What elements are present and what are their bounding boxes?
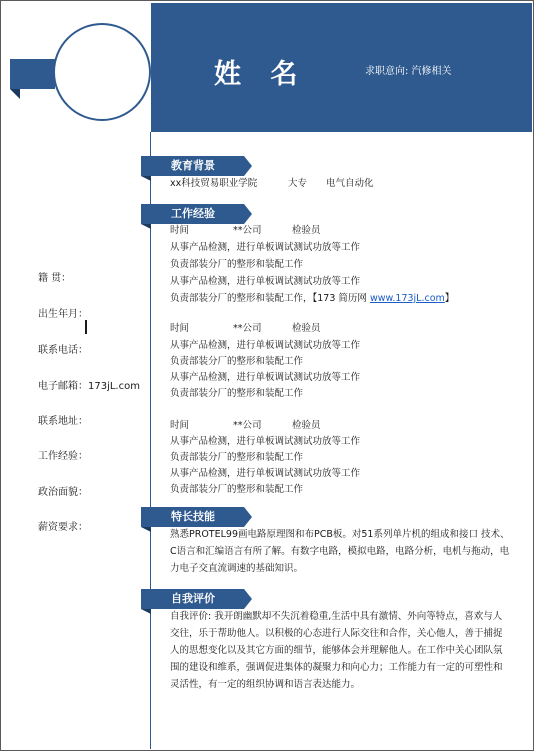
job-line: 从事产品检测，进行单板调试测试功放等工作 — [170, 276, 361, 287]
info-birth: 出生年月： — [38, 309, 88, 320]
job-line: 负责部装分厂的整形和装配工作， — [170, 293, 313, 304]
job-line: 从事产品检测，进行单板调试测试功放等工作 — [170, 340, 361, 351]
job-time: 时间 — [170, 420, 190, 431]
job-header-2 — [170, 320, 321, 337]
job-line: 从事产品检测，进行单板调试测试功放等工作 — [170, 372, 361, 383]
job-line: 从事产品检测，进行单板调试测试功放等工作 — [170, 242, 361, 253]
education-row — [170, 175, 374, 192]
photo-placeholder[interactable] — [53, 23, 151, 121]
job-line: 负责部装分厂的整形和装配工作 — [170, 388, 304, 399]
job-line-with-link — [170, 290, 454, 307]
website-link[interactable]: www.173jL.com — [369, 293, 445, 304]
education-degree: 大专 — [288, 178, 308, 189]
job-role: 检验员 — [292, 323, 321, 334]
section-evaluation-title: 自我评价 — [141, 589, 244, 609]
job-company: **公司 — [233, 323, 262, 334]
evaluation-text: 自我评价: 我开朗幽默却不失沉着稳重,生活中具有激情、外向等特点，喜欢与人交往，乐于帮助他人。以积极的心态进行人际交往和合作，关心他人，善于捕捉人的思想变化以及其它方面的细节，能够体会并理解他人。在工作中关心团队氛围的建设和维系，强调促进集体的凝聚力和向心力；工作能力有一定的可塑性和灵活性，有一定的组织协调和语言表达能力。 — [170, 611, 503, 690]
info-address: 联系地址： — [38, 416, 88, 427]
candidate-name: 姓 名 — [214, 59, 308, 90]
section-education-title: 教育背景 — [141, 156, 244, 176]
job-company: **公司 — [233, 225, 262, 236]
text-cursor — [85, 320, 87, 334]
section-skills-title: 特长技能 — [141, 507, 244, 527]
education-school: xx科技贸易职业学院 — [170, 178, 258, 189]
job-company: **公司 — [233, 420, 262, 431]
job-line: 负责部装分厂的整形和装配工作 — [170, 452, 304, 463]
job-role: 检验员 — [292, 420, 321, 431]
left-ribbon — [10, 59, 55, 89]
job-time: 时间 — [170, 225, 190, 236]
job-line: 从事产品检测，进行单板调试测试功放等工作 — [170, 468, 361, 479]
job-time: 时间 — [170, 323, 190, 334]
job-role: 检验员 — [292, 225, 321, 236]
header-banner — [151, 3, 532, 132]
link-suffix: 】 — [444, 293, 455, 304]
job-line: 从事产品检测，进行单板调试测试功放等工作 — [170, 436, 361, 447]
info-political: 政治面貌： — [38, 487, 88, 498]
info-salary: 薪资要求： — [38, 522, 88, 533]
job-intention: 求职意向: 汽修相关 — [365, 66, 452, 77]
skills-text: 熟悉PROTEL99画电路原理图和布PCB板。对51系列单片机的组成和接口 技术、C语言和汇编语言有所了解。有数字电路，模拟电路，电路分析，电机与拖动，电力电子交直流调速的基础知识。 — [170, 529, 510, 574]
section-work-title: 工作经验 — [141, 204, 244, 224]
job-header-3 — [170, 417, 321, 434]
job-line: 负责部装分厂的整形和装配工作 — [170, 356, 304, 367]
info-phone: 联系电话： — [38, 345, 88, 356]
info-hometown: 籍 贯： — [38, 273, 72, 284]
info-email: 电子邮箱：173jL.com — [38, 381, 140, 392]
job-line: 负责部装分厂的整形和装配工作 — [170, 259, 304, 270]
job-line: 负责部装分厂的整形和装配工作 — [170, 484, 304, 495]
link-prefix: 【173 简历网 — [312, 293, 370, 304]
education-major: 电气自动化 — [326, 178, 374, 189]
job-header-1 — [170, 222, 321, 239]
info-experience: 工作经验： — [38, 451, 88, 462]
left-ribbon-fold — [10, 89, 20, 99]
